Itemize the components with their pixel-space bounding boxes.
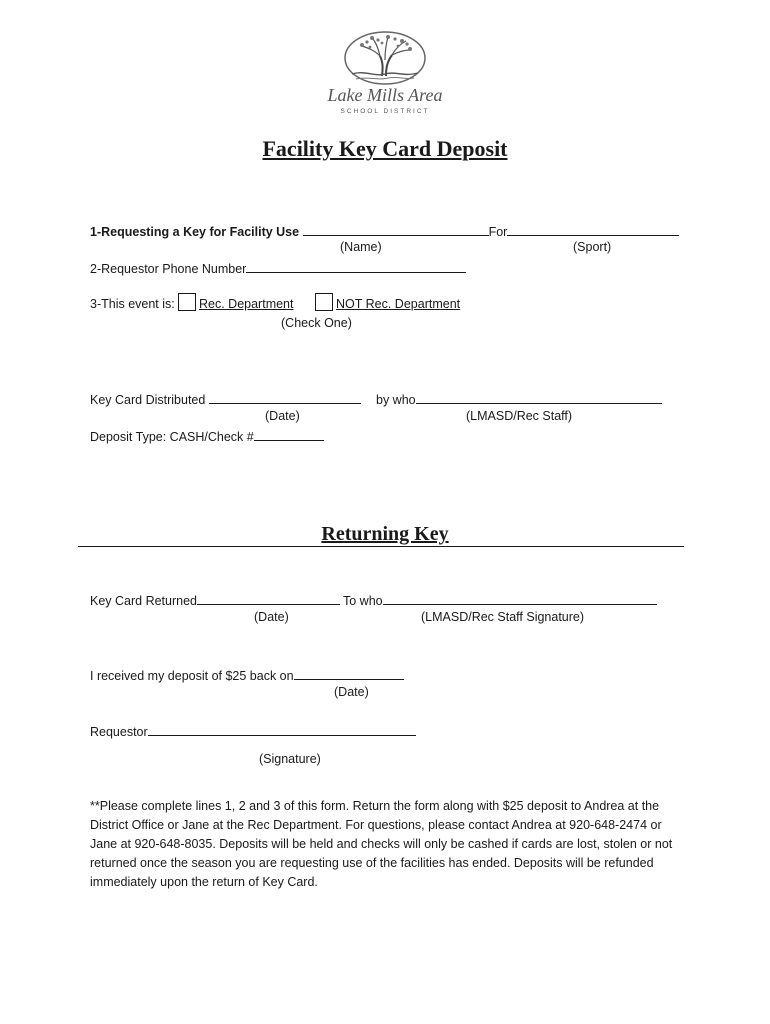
section-divider xyxy=(78,546,684,547)
distributed-row xyxy=(90,390,361,407)
line1-label: 1-Requesting a Key for Facility Use xyxy=(90,225,300,239)
for-label: For xyxy=(488,225,508,239)
distributed-date-field[interactable] xyxy=(209,390,361,404)
deposit-back-label: I received my deposit of $25 back on xyxy=(90,669,294,683)
to-who-field[interactable] xyxy=(383,591,657,605)
name-field[interactable] xyxy=(303,222,489,236)
to-who-label: To who xyxy=(343,594,383,608)
not-rec-department-option: NOT Rec. Department xyxy=(336,297,461,311)
requestor-row xyxy=(90,722,416,739)
by-who-field[interactable] xyxy=(416,390,662,404)
line2-row xyxy=(90,259,466,276)
signature-caption: (Signature) xyxy=(259,752,321,766)
district-subtitle: SCHOOL DISTRICT xyxy=(340,108,430,115)
deposit-back-row xyxy=(90,666,404,683)
to-who-row xyxy=(343,591,657,608)
staff-signature-caption: (LMASD/Rec Staff Signature) xyxy=(421,610,585,624)
deposit-back-date-field[interactable] xyxy=(294,666,404,680)
page-title: Facility Key Card Deposit xyxy=(262,136,508,161)
staff-caption: (LMASD/Rec Staff) xyxy=(466,409,573,423)
deposit-back-date-caption: (Date) xyxy=(334,685,369,699)
instructions-note: **Please complete lines 1, 2 and 3 of this form. Return the form along with $25 deposit to Andrea at the District Office or Jane at the Rec Department. For questions, please contact Andrea at 920-648-2474 or Jane at 920-648-8035. Deposits will be held and checks will only be cashed if cards are lost, stolen or not returned once the season you are requesting use of the facilities has ended. Deposits will be refunded immediately upon the return of Key Card. xyxy=(90,799,673,889)
deposit-type-row xyxy=(90,427,324,444)
check-number-field[interactable] xyxy=(254,427,324,441)
line2-label: 2-Requestor Phone Number xyxy=(90,262,247,276)
sport-caption: (Sport) xyxy=(573,240,612,254)
deposit-type-label: Deposit Type: CASH/Check # xyxy=(90,430,254,444)
district-logo xyxy=(310,30,460,122)
returning-key-heading: Returning Key xyxy=(321,523,449,545)
name-caption: (Name) xyxy=(340,240,382,254)
returned-row xyxy=(90,591,340,608)
check-one-caption: (Check One) xyxy=(281,316,352,330)
line1-row xyxy=(90,222,679,239)
sport-field[interactable] xyxy=(507,222,679,236)
rec-department-option: Rec. Department xyxy=(199,297,294,311)
returned-date-caption: (Date) xyxy=(254,610,289,624)
distributed-date-caption: (Date) xyxy=(265,409,300,423)
rec-department-checkbox[interactable] xyxy=(178,293,196,311)
tree-emblem-icon xyxy=(310,30,460,86)
requestor-signature-field[interactable] xyxy=(148,722,416,736)
line3-label: 3-This event is: xyxy=(90,297,175,311)
key-card-distributed-label: Key Card Distributed xyxy=(90,393,206,407)
requestor-label: Requestor xyxy=(90,725,148,739)
not-rec-department-checkbox[interactable] xyxy=(315,293,333,311)
returned-date-field[interactable] xyxy=(197,591,340,605)
key-card-returned-label: Key Card Returned xyxy=(90,594,198,608)
district-name: Lake Mills Area xyxy=(327,85,443,105)
by-who-row xyxy=(376,390,662,407)
by-who-label: by who xyxy=(376,393,416,407)
phone-field[interactable] xyxy=(246,259,466,273)
